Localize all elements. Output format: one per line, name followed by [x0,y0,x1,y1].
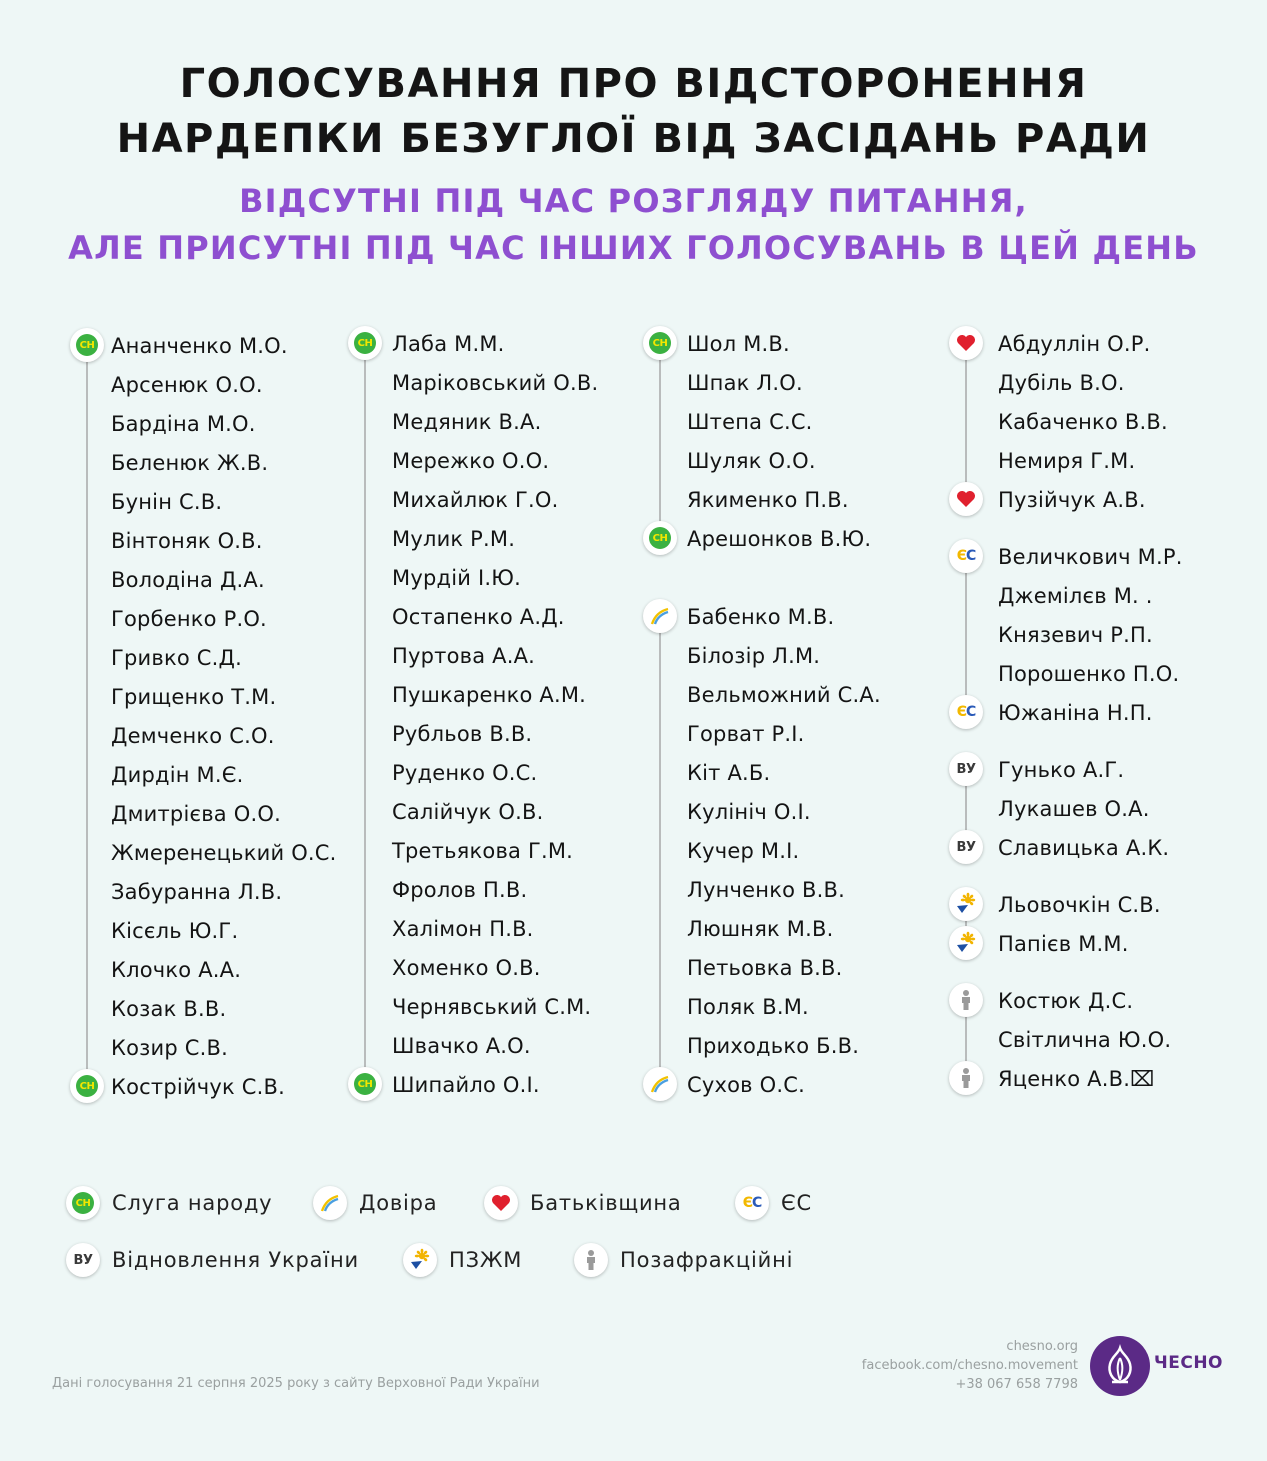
deputy-name: Остапенко А.Д. [392,604,565,629]
deputy-name: Михайлюк Г.О. [392,487,559,512]
deputy-name: Дирдін М.Є. [111,762,244,787]
deputy-name: Володіна Д.А. [111,567,265,592]
legend-label: Батьківщина [530,1191,682,1215]
legend-label: Позафракційні [620,1248,794,1272]
site-link[interactable]: chesno.org [1006,1339,1078,1354]
deputy-name: Кіт А.Б. [687,760,771,785]
deputy-name: Кабаченко В.В. [998,409,1168,434]
deputy-name: Мережко О.О. [392,448,550,473]
deputy-name: Джемілєв М. . [998,583,1153,608]
deputy-name: Порошенко П.О. [998,661,1180,686]
deputy-name: Шпак Л.О. [687,370,803,395]
deputy-name: Папієв М.М. [998,931,1129,956]
deputy-name: Козир С.В. [111,1035,228,1060]
deputy-name: Демченко С.О. [111,723,275,748]
deputy-name: Костюк Д.С. [998,988,1134,1013]
sluha-narodu-icon: СН [643,521,677,555]
group-connector-line [659,344,661,539]
deputy-name: Люшняк М.В. [687,916,834,941]
legend-item-pozafraktsiini [574,1243,793,1277]
sluha-narodu-icon: СН [70,328,104,362]
legend-item-es [735,1186,812,1220]
es-logo-icon: ЄС [949,539,983,573]
data-source-note: Дані голосування 21 серпня 2025 року з сайту Верховної Ради України [52,1376,540,1391]
deputy-name: Пуртова А.А. [392,643,536,668]
deputy-name: Світлична Ю.О. [998,1027,1172,1052]
deputy-name: Кулініч О.І. [687,799,811,824]
deputy-name: Мулик Р.М. [392,526,516,551]
group-connector-line [364,344,366,1085]
deputy-name: Бунін С.В. [111,489,223,514]
legend-item-dovira [313,1186,437,1220]
deputy-name: Арешонков В.Ю. [687,526,872,551]
deputy-name: Шипайло О.І. [392,1072,540,1097]
legend-item-batkivshchyna [484,1186,682,1220]
page-subtitle-line-2: АЛЕ ПРИСУТНІ ПІД ЧАС ІНШИХ ГОЛОСУВАНЬ В ЦЕЙ ДЕНЬ [68,229,1199,267]
deputy-name: Яценко А.В.⌧ [998,1066,1155,1091]
deputy-name: Грищенко Т.М. [111,684,277,709]
deputy-name: Халімон П.В. [392,916,534,941]
group-connector-line [86,346,88,1087]
vu-logo-icon: ВУ [66,1243,100,1277]
deputy-name: Поляк В.М. [687,994,809,1019]
deputy-name: Якименко П.В. [687,487,849,512]
chesno-logo-icon [1090,1336,1150,1396]
deputy-name: Шол М.В. [687,331,790,356]
deputy-name: Маріковський О.В. [392,370,599,395]
deputy-name: Величкович М.Р. [998,544,1183,569]
deputy-name: Вельможний С.А. [687,682,881,707]
sluha-narodu-icon: СН [348,326,382,360]
deputy-name: Чернявський С.М. [392,994,592,1019]
deputy-name: Горват Р.І. [687,721,805,746]
legend-label: Відновлення України [112,1248,359,1272]
deputy-name: Сухов О.С. [687,1072,805,1097]
deputy-name: Білозір Л.М. [687,643,821,668]
deputy-name: Льовочкін С.В. [998,892,1161,917]
sunflower-icon [403,1243,437,1277]
person-icon [949,1061,983,1095]
page-subtitle-line-1: ВІДСУТНІ ПІД ЧАС РОЗГЛЯДУ ПИТАННЯ, [239,182,1028,220]
legend-label: Слуга народу [112,1191,273,1215]
deputy-name: Забуранна Л.В. [111,879,283,904]
deputy-name: Швачко А.О. [392,1033,531,1058]
deputy-name: Вінтоняк О.В. [111,528,263,553]
deputy-name: Руденко О.С. [392,760,538,785]
legend-item-vidnovlennia [66,1243,359,1277]
sunflower-icon [949,926,983,960]
deputy-name: Лукашев О.А. [998,796,1150,821]
legend-item-pzzhm [403,1243,522,1277]
deputy-name: Третьякова Г.М. [392,838,574,863]
group-connector-line [965,557,967,713]
deputy-name: Беленюк Ж.В. [111,450,269,475]
deputy-name: Рубльов В.В. [392,721,533,746]
deputy-name: Пузійчук А.В. [998,487,1146,512]
dovira-rainbow-icon [643,1067,677,1101]
deputy-name: Лунченко В.В. [687,877,845,902]
deputy-name: Клочко А.А. [111,957,242,982]
deputy-name: Дубіль В.О. [998,370,1125,395]
sluha-narodu-icon: СН [348,1067,382,1101]
group-connector-line [659,617,661,1085]
deputy-name: Медяник В.А. [392,409,542,434]
person-icon [574,1243,608,1277]
legend-label: Довіра [359,1191,438,1215]
legend-item-sluha-narodu [66,1186,272,1220]
deputy-name: Южаніна Н.П. [998,700,1153,725]
deputy-name: Кострійчук С.В. [111,1074,285,1099]
deputy-name: Петьовка В.В. [687,955,843,980]
sunflower-icon [949,887,983,921]
deputy-name: Мурдій І.Ю. [392,565,521,590]
deputy-name: Хоменко О.В. [392,955,541,980]
deputy-name: Приходько Б.В. [687,1033,860,1058]
deputy-name: Салійчук О.В. [392,799,544,824]
phone-number: +38 067 658 7798 [955,1377,1078,1392]
deputy-name: Горбенко Р.О. [111,606,267,631]
group-connector-line [965,344,967,500]
dovira-rainbow-icon [313,1186,347,1220]
deputy-name: Пушкаренко А.М. [392,682,587,707]
vu-logo-icon: ВУ [949,830,983,864]
deputy-name: Гунько А.Г. [998,757,1125,782]
es-logo-icon: ЄС [949,695,983,729]
deputy-name: Лаба М.М. [392,331,505,356]
heart-icon [949,326,983,360]
dovira-rainbow-icon [643,599,677,633]
deputy-name: Дмитрієва О.О. [111,801,281,826]
page-title-line-1: ГОЛОСУВАННЯ ПРО ВІДСТОРОНЕННЯ [179,61,1088,107]
heart-icon [484,1186,518,1220]
person-icon [949,983,983,1017]
deputy-name: Штепа С.С. [687,409,813,434]
sluha-narodu-icon: СН [643,326,677,360]
page-title-line-2: НАРДЕПКИ БЕЗУГЛОЇ ВІД ЗАСІДАНЬ РАДИ [116,116,1151,162]
deputy-name: Бардіна М.О. [111,411,256,436]
vu-logo-icon: ВУ [949,752,983,786]
deputy-name: Абдуллін О.Р. [998,331,1151,356]
sluha-narodu-icon: СН [70,1069,104,1103]
contacts [862,1337,1078,1394]
deputy-name: Козак В.В. [111,996,227,1021]
deputy-name: Жмеренецький О.С. [111,840,337,865]
chesno-logo-text: ЧЕСНО [1154,1353,1224,1373]
deputy-name: Немиря Г.М. [998,448,1136,473]
deputy-name: Князевич Р.П. [998,622,1153,647]
deputy-name: Кучер М.І. [687,838,800,863]
deputy-name: Гривко С.Д. [111,645,242,670]
deputy-name: Фролов П.В. [392,877,528,902]
deputy-name: Бабенко М.В. [687,604,835,629]
deputy-name: Арсенюк О.О. [111,372,263,397]
legend-label: ЄС [781,1191,812,1215]
facebook-link[interactable]: facebook.com/chesno.movement [861,1358,1078,1373]
deputy-name: Славицька А.К. [998,835,1170,860]
sluha-narodu-icon: СН [66,1186,100,1220]
deputy-name: Шуляк О.О. [687,448,816,473]
es-logo-icon: ЄС [735,1186,769,1220]
legend-label: ПЗЖМ [449,1248,523,1272]
deputy-name: Ананченко М.О. [111,333,288,358]
heart-icon [949,482,983,516]
deputy-name: Кісєль Ю.Г. [111,918,239,943]
